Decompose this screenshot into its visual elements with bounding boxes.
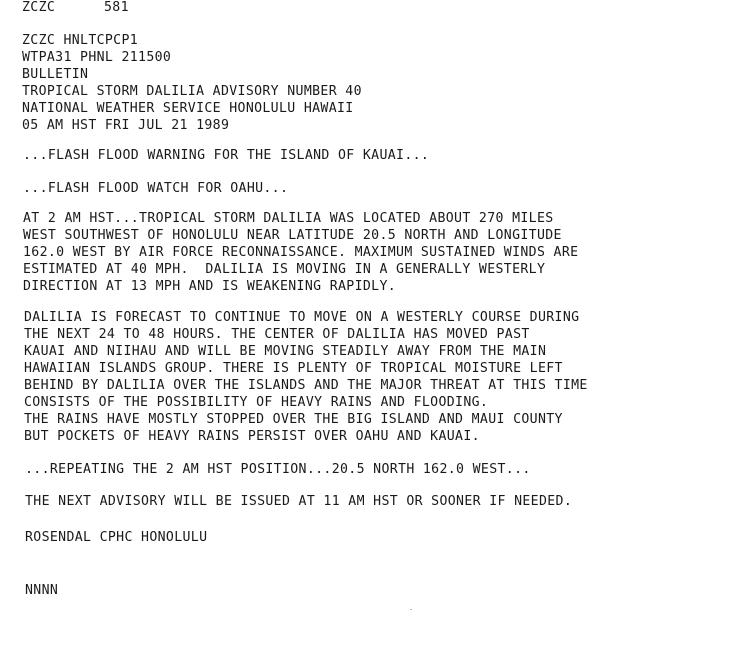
heading-line: BULLETIN	[22, 67, 89, 82]
paragraph-line: THE NEXT 24 TO 48 HOURS. THE CENTER OF DALILIA HAS MOVED PAST	[24, 327, 530, 342]
flash-flood-warning: ...FLASH FLOOD WARNING FOR THE ISLAND OF KAUAI...	[23, 148, 430, 163]
paragraph-line: DIRECTION AT 13 MPH AND IS WEAKENING RAPIDLY.	[23, 279, 397, 294]
heading-line: WTPA31 PHNL 211500	[22, 50, 172, 65]
paragraph-line: ESTIMATED AT 40 MPH. DALILIA IS MOVING IN A GENERALLY WESTERLY	[23, 262, 546, 277]
heading-line: ZCZC HNLTCPCP1	[22, 33, 139, 48]
paragraph-line: KAUAI AND NIIHAU AND WILL BE MOVING STEADILY AWAY FROM THE MAIN	[24, 344, 547, 359]
header-number: 581	[104, 0, 129, 15]
heading-title: TROPICAL STORM DALILIA ADVISORY NUMBER 40	[22, 84, 362, 99]
repeat-position-line: ...REPEATING THE 2 AM HST POSITION...20.5 NORTH 162.0 WEST...	[25, 462, 531, 477]
paragraph-line: HAWAIIAN ISLANDS GROUP. THERE IS PLENTY OF TROPICAL MOISTURE LEFT	[24, 361, 563, 376]
paragraph-line: 162.0 WEST BY AIR FORCE RECONNAISSANCE. MAXIMUM SUSTAINED WINDS ARE	[23, 245, 579, 260]
forecast-paragraph	[0, 309, 736, 445]
paragraph-line: THE RAINS HAVE MOSTLY STOPPED OVER THE BIG ISLAND AND MAUI COUNTY	[24, 412, 563, 427]
signature-line: ROSENDAL CPHC HONOLULU	[25, 530, 208, 545]
flash-flood-watch: ...FLASH FLOOD WATCH FOR OAHU...	[23, 181, 289, 196]
paper-speck	[410, 609, 412, 610]
paragraph-line: BEHIND BY DALILIA OVER THE ISLANDS AND THE MAJOR THREAT AT THIS TIME	[24, 378, 588, 393]
bulletin-heading	[0, 32, 736, 134]
end-of-message-marker: NNNN	[25, 583, 59, 598]
paragraph-line: AT 2 AM HST...TROPICAL STORM DALILIA WAS LOCATED ABOUT 270 MILES	[23, 211, 554, 226]
paragraph-line: DALILIA IS FORECAST TO CONTINUE TO MOVE ON A WESTERLY COURSE DURING	[24, 310, 580, 325]
header-code: ZCZC	[22, 0, 56, 15]
next-advisory-line: THE NEXT ADVISORY WILL BE ISSUED AT 11 AM HST OR SOONER IF NEEDED.	[25, 494, 573, 509]
paragraph-line: BUT POCKETS OF HEAVY RAINS PERSIST OVER OAHU AND KAUAI.	[24, 429, 480, 444]
storm-position-paragraph	[0, 210, 736, 295]
paragraph-line: WEST SOUTHWEST OF HONOLULU NEAR LATITUDE 20.5 NORTH AND LONGITUDE	[23, 228, 562, 243]
paragraph-line: CONSISTS OF THE POSSIBILITY OF HEAVY RAINS AND FLOODING.	[24, 395, 489, 410]
heading-datetime: 05 AM HST FRI JUL 21 1989	[22, 118, 230, 133]
heading-line: NATIONAL WEATHER SERVICE HONOLULU HAWAII	[22, 101, 354, 116]
